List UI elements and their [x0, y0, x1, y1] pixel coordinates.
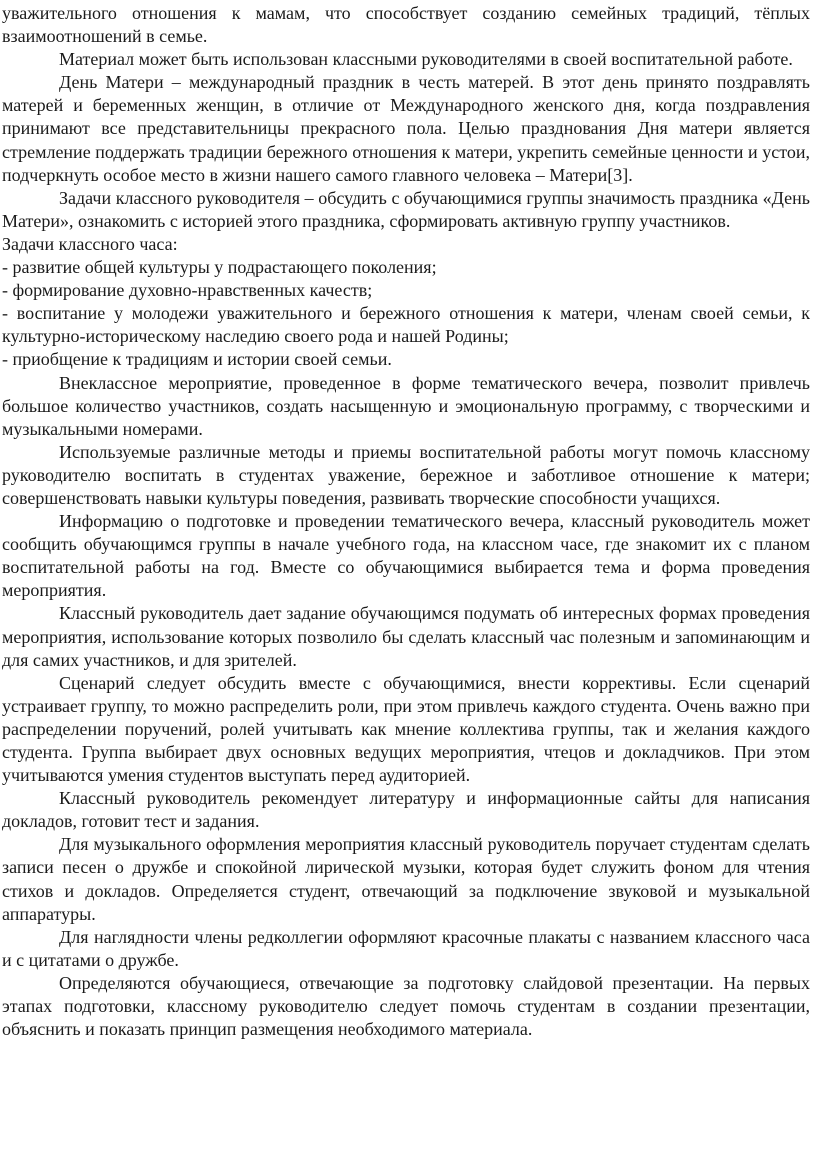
paragraph-material-usage: Материал может быть использован классными руководителями в своей воспитательной работе. — [59, 49, 793, 70]
paragraph-posters: Для наглядности члены редколлегии оформляют красочные плакаты с названием классного часа и с цитатами о дружбе. — [2, 926, 810, 970]
list-item: - воспитание у молодежи уважительного и бережного отношения к матери, членам своей семьи, к культурно-историческому наследию своего рода и нашей Родины; — [2, 303, 810, 347]
paragraph-methods: Используемые различные методы и приемы воспитательной работы могут помочь классному руководителю воспитать в студентах уважение, бережное и заботливое отношение к матери; совершенствовать навыки культуры поведения, развивать творческие способности учащихся. — [2, 441, 810, 508]
list-item: - развитие общей культуры у подрастающего поколения; — [2, 257, 437, 278]
list-item: - приобщение к традициям и истории своей семьи. — [2, 349, 392, 370]
paragraph-class-hour-tasks-heading: Задачи классного часа: — [2, 233, 178, 254]
paragraph-mothers-day: День Матери – международный праздник в честь матерей. В этот день принято поздравлять матерей и беременных женщин, в отличие от Международного женского дня, когда поздравления принимают все представительницы прекрасного пола. Целью празднования Дня матери является стремление поддержать традиции бережного отношения к матери, укрепить семейные ценности и устои, подчеркнуть особое место в жизни нашего самого главного человека – Матери[3]. — [2, 72, 810, 185]
paragraph-scenario: Сценарий следует обсудить вместе с обучающимися, внести коррективы. Если сценарий устраивает группу, то можно распределить роли, при этом привлечь каждого студента. Очень важно при распределении поручений, ролей учитывать как мнение коллектива группы, так и желания каждого студента. Группа выбирает двух основных ведущих мероприятия, чтецов и докладчиков. При этом учитываются умения студентов выступать перед аудиторией. — [2, 672, 810, 786]
paragraph-intro-continuation: уважительного отношения к мамам, что способствует созданию семейных традиций, тёплых взаимоотношений в семье. — [2, 3, 810, 47]
paragraph-literature: Классный руководитель рекомендует литературу и информационные сайты для написания докладов, готовит тест и задания. — [2, 788, 810, 832]
paragraph-teacher-tasks: Задачи классного руководителя – обсудить с обучающимися группы значимость праздника «День Матери», ознакомить с историей этого праздника, сформировать активную группу участников. — [2, 187, 810, 231]
paragraph-information: Информацию о подготовке и проведении тематического вечера, классный руководитель может сообщить обучающимся группы в начале учебного года, на классном часе, где знакомит их с планом воспитательной работы на год. Вместе со обучающимися выбирается тема и форма проведения мероприятия. — [2, 511, 810, 601]
paragraph-assignment: Классный руководитель дает задание обучающимся подумать об интересных формах проведения мероприятия, использование которых позволило бы сделать классный час полезным и запоминающим и для самих участников, и для зрителей. — [2, 603, 810, 670]
list-item: - формирование духовно-нравственных качеств; — [2, 280, 373, 301]
paragraph-presentation: Определяются обучающиеся, отвечающие за подготовку слайдовой презентации. На первых этапах подготовки, классному руководителю следует помочь студентам в создании презентации, объяснить и показать принцип размещения необходимого материала. — [2, 972, 810, 1040]
paragraph-music: Для музыкального оформления мероприятия классный руководитель поручает студентам сделать записи песен о дружбе и спокойной лирической музыки, которая будет служить фоном для чтения стихов и докладов. Определяется студент, отвечающий за подключение звуковой и музыкальной аппаратуры. — [2, 834, 810, 924]
paragraph-extracurricular-event: Внеклассное мероприятие, проведенное в форме тематического вечера, позволит привлечь большое количество участников, создать насыщенную и эмоциональную программу, с творческими и музыкальными номерами. — [2, 372, 810, 439]
